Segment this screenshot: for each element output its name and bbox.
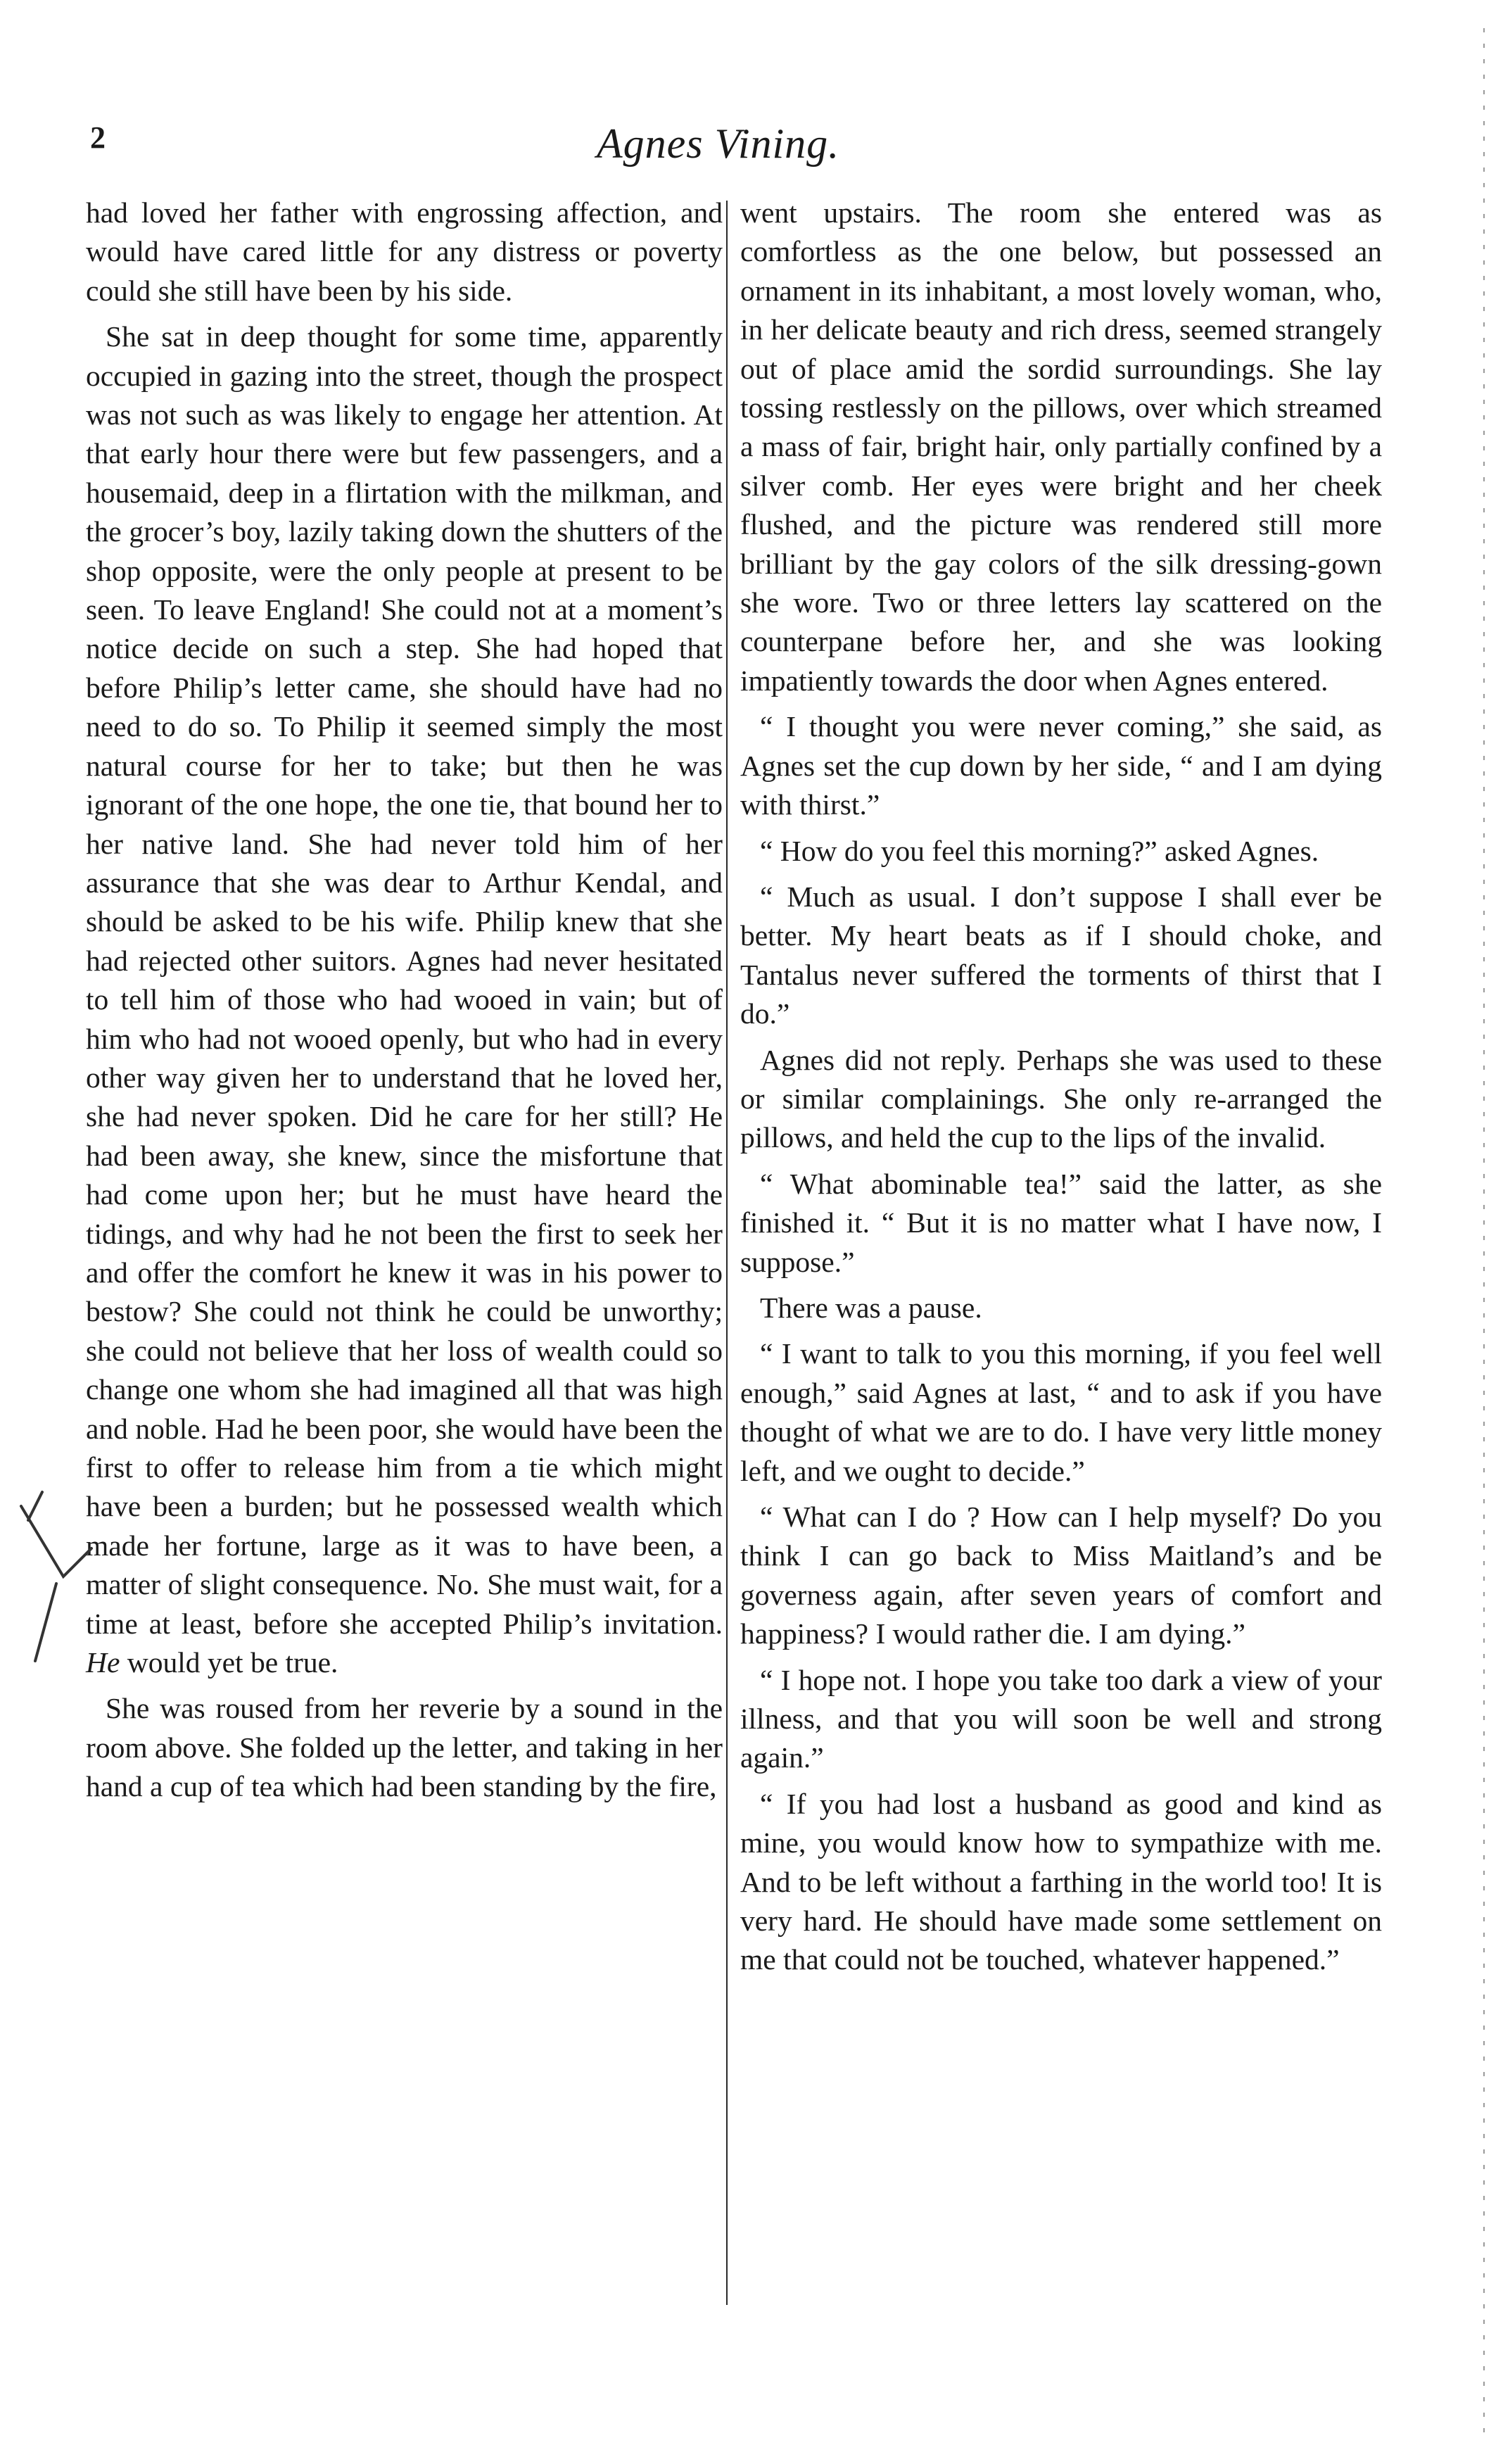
paragraph-text: “ I want to talk to you this morning, if you feel well enough,” said Agnes at last, “ and to ask if you have thought of what we are to do. I have very little money left, and we ought to decide.” [740,1337,1382,1487]
page-number: 2 [90,120,106,155]
paragraph-text: “ If you had lost a husband as good and kind as mine, you would know how to sympathize with me. And to be left without a farthing in the world too! It is very hard. He should have made some settlement on me that could not be touched, whatever happened.” [740,1787,1382,1976]
left-column [86,194,723,1814]
paragraph-text: “ What abominable tea!” said the latter, as she finished it. “ But it is no matter what I have now, I suppose.” [740,1167,1382,1278]
emphasis-text: He [86,1646,120,1679]
page-header [90,120,1399,176]
paragraph-text: would yet be true. [127,1646,338,1679]
paragraph-text: Agnes did not reply. Perhaps she was used to these or similar complainings. She only re-arranged the pillows, and held the cup to the lips of the invalid. [740,1043,1382,1154]
paragraph [740,832,1382,871]
column-divider [726,201,728,2305]
paragraph-text: “ What can I do ? How can I help myself? Do you think I can go back to Miss Maitland’s and be governess again, after seven years of comfort and happiness? I would rather die. I am dying.” [740,1500,1382,1650]
paragraph [740,1785,1382,1980]
paragraph-text: She sat in deep thought for some time, apparently occupied in gazing into the street, though the prospect was not such as was likely to engage her attention. At that early hour there were but few passengers, and a housemaid, deep in a flirtation with the milkman, and the grocer’s boy, lazily taking down the shutters of the shop opposite, were the only people at present to be seen. To leave England! She could not at a moment’s notice decide on such a step. She had hoped that before Philip’s letter came, she should have had no need to do so. To Philip it seemed simply the most natural course for her to take; but then he was ignorant of the one hope, the one tie, that bound her to her native land. She had never told him of her assurance that she was dear to Arthur Kendal, and should be asked to be his wife. Philip knew that she had rejected other suitors. Agnes had never hesitated to tell him of those who had wooed in vain; but of him who had not wooed openly, but who had in every other way given her to understand that he loved her, she had never spoken. Did he care for her still? He had been away, she knew, since the misfortune that had come upon her; but he must have heard the tidings, and why had he not been the first to seek her and offer the comfort he knew it was in his power to bestow? She could not think he could be unworthy; she could not believe that her loss of wealth could so change one whom she had imagined all that was high and noble. Had he been poor, she would have been the first to offer to release him from a tie which might have been a burden; but he possessed wealth which made her fortune, large as it was to have been, a matter of slight consequence. No. She must wait, for a time at least, before she accepted Philip’s invitation. [86,320,723,1640]
paragraph-text: “ Much as usual. I don’t suppose I shall ever be better. My heart beats as if I should choke, and Tantalus never suffered the torments of thirst that I do.” [740,880,1382,1030]
paragraph [740,1334,1382,1491]
paragraph [86,194,723,310]
paragraph-text: “ I thought you were never coming,” she said, as Agnes set the cup down by her side, “ and I am dying with thirst.” [740,710,1382,821]
paragraph [740,1165,1382,1282]
paragraph [740,1041,1382,1158]
paragraph-text: She was roused from her reverie by a sound in the room above. She folded up the letter, and taking in her hand a cup of tea which had been standing by the fire, [86,1692,723,1803]
scan-edge-mark [1483,28,1485,2435]
paragraph [740,1289,1382,1327]
paragraph [740,194,1382,700]
paragraph-text: “ I hope not. I hope you take too dark a view of your illness, and that you will soon be well and strong again.” [740,1663,1382,1774]
paragraph [86,317,723,1682]
paragraph-text: went upstairs. The room she entered was as comfortless as the one below, but possessed an ornament in its inhabitant, a most lovely woman, who, in her delicate beauty and rich dress, seemed strangely out of place amid the sordid surroundings. She lay tossing restlessly on the pillows, over which streamed a mass of fair, bright hair, only partially confined by a silver comb. Her eyes were bright and her cheek flushed, and the picture was rendered still more brilliant by the gay colors of the silk dressing-gown she wore. Two or three letters lay scattered on the counterpane before her, and she was looking impatiently towards the door when Agnes entered. [740,196,1382,697]
running-title: Agnes Vining. [597,120,840,167]
right-column [740,194,1382,1987]
paragraph [740,1498,1382,1654]
pencil-annotation-mark [14,1478,113,1717]
paragraph [740,1661,1382,1778]
paragraph [740,707,1382,824]
paragraph-text: had loved her father with engrossing affection, and would have cared little for any distress or poverty could she still have been by his side. [86,196,723,307]
paragraph [86,1689,723,1806]
paragraph [740,878,1382,1034]
paragraph-text: “ How do you feel this morning?” asked Agnes. [760,834,1319,867]
paragraph-text: There was a pause. [760,1291,982,1324]
